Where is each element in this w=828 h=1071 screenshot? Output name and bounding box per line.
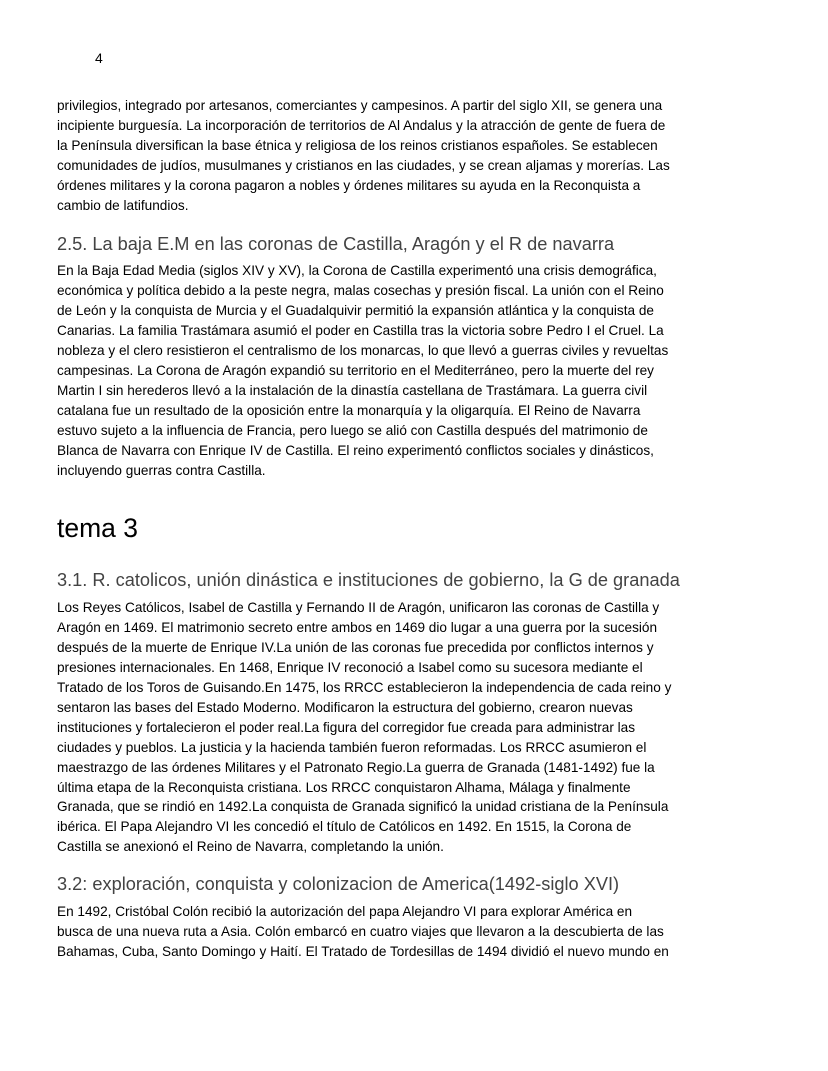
section-3-1-paragraph	[57, 598, 747, 857]
text-line: catalana fue un resultado de la oposición entre la monarquía y la oligarquía. El Reino de Navarra	[57, 402, 641, 418]
text-line: comunidades de judíos, musulmanes y cristianos en las ciudades, y se crean aljamas y morerías. Las	[57, 157, 670, 173]
text-line: nobleza y el clero resistieron el centralismo de los monarcas, lo que llevó a guerras civiles y revueltas	[57, 343, 669, 359]
text-line: Granada, que se rindió en 1492.La conquista de Granada significó la unidad cristiana de la Península	[57, 799, 669, 815]
text-line: Blanca de Navarra con Enrique IV de Castilla. El reino experimentó conflictos sociales y dinásticos,	[57, 442, 654, 458]
intro-paragraph	[57, 96, 747, 215]
section-3-2-paragraph	[57, 902, 747, 962]
section-2-5-paragraph	[57, 261, 747, 480]
text-line: ciudades y pueblos. La justicia y la hacienda también fueron reformadas. Los RRCC asumieron el	[57, 739, 647, 755]
text-line: estuvo sujeto a la influencia de Francia, pero luego se alió con Castilla después del matrimonio de	[57, 422, 648, 438]
text-line: Martin I sin herederos llevó a la instalación de la dinastía castellana de Trastámara. La guerra civil	[57, 382, 648, 398]
text-line: cambio de latifundios.	[57, 197, 189, 213]
tema-3-heading: tema 3	[57, 513, 139, 544]
text-line: incipiente burguesía. La incorporación de territorios de Al Andalus y la atracción de gente de fuera de	[57, 117, 666, 133]
text-line: Tratado de los Toros de Guisando.En 1475, los RRCC establecieron la independencia de cada reino y	[57, 680, 672, 696]
section-3-1-heading: 3.1. R. catolicos, unión dinástica e instituciones de gobierno, la G de granada	[57, 570, 680, 591]
text-line: después de la muerte de Enrique IV.La unión de las coronas fue precedida por conflictos internos y	[57, 640, 654, 656]
text-line: la Península diversifican la base étnica y religiosa de los reinos cristianos españoles. Se establecen	[57, 137, 658, 153]
text-line: instituciones y fortalecieron el poder real.La figura del corregidor fue creada para administrar las	[57, 719, 636, 735]
text-line: Los Reyes Católicos, Isabel de Castilla y Fernando II de Aragón, unificaron las coronas de Castilla y	[57, 600, 660, 616]
section-2-5-heading: 2.5. La baja E.M en las coronas de Castilla, Aragón y el R de navarra	[57, 234, 615, 255]
text-line: maestrazgo de las órdenes Militares y el Patronato Regio.La guerra de Granada (1481-1492) fue la	[57, 759, 655, 775]
text-line: Aragón en 1469. El matrimonio secreto entre ambos en 1469 dio lugar a una guerra por la sucesión	[57, 620, 658, 636]
page-number: 4	[95, 50, 103, 66]
text-line: Bahamas, Cuba, Santo Domingo y Haití. El Tratado de Tordesillas de 1494 dividió el nuevo mundo en	[57, 944, 669, 959]
text-line: sentaron las bases del Estado Moderno. Modificaron la estructura del gobierno, crearon nuevas	[57, 699, 633, 715]
text-line: campesinas. La Corona de Aragón expandió su territorio en el Mediterráneo, pero la muerte del rey	[57, 362, 654, 378]
text-line: En la Baja Edad Media (siglos XIV y XV), la Corona de Castilla experimentó una crisis demográfica,	[57, 263, 657, 279]
text-line: última etapa de la Reconquista cristiana. Los RRCC conquistaron Alhama, Málaga y finalmente	[57, 779, 631, 795]
text-line: Castilla se anexionó el Reino de Navarra, completando la unión.	[57, 839, 444, 855]
text-line: de León y la conquista de Murcia y el Guadalquivir permitió la expansión atlántica y la conquista de	[57, 303, 654, 319]
document-body	[57, 96, 747, 962]
text-line: Canarias. La familia Trastámara asumió el poder en Castilla tras la victoria sobre Pedro I el Cruel. La	[57, 323, 664, 339]
text-line: busca de una nueva ruta a Asia. Colón embarcó en cuatro viajes que llevaron a la descubierta de las	[57, 924, 664, 940]
text-line: incluyendo guerras contra Castilla.	[57, 462, 266, 478]
text-line: ibérica. El Papa Alejandro VI les concedió el título de Católicos en 1492. En 1515, la Corona de	[57, 819, 632, 835]
text-line: órdenes militares y la corona pagaron a nobles y órdenes militares su ayuda en la Reconquista a	[57, 177, 641, 193]
text-line: presiones internacionales. En 1468, Enrique IV reconoció a Isabel como su sucesora mediante el	[57, 660, 643, 676]
text-line: En 1492, Cristóbal Colón recibió la autorización del papa Alejandro VI para explorar América en	[57, 904, 633, 920]
text-line: privilegios, integrado por artesanos, comerciantes y campesinos. A partir del siglo XII, se genera una	[57, 98, 663, 113]
text-line: económica y política debido a la peste negra, malas cosechas y presión fiscal. La unión con el Reino	[57, 283, 664, 299]
section-3-2-heading: 3.2: exploración, conquista y colonizacion de America(1492-siglo XVI)	[57, 874, 620, 895]
